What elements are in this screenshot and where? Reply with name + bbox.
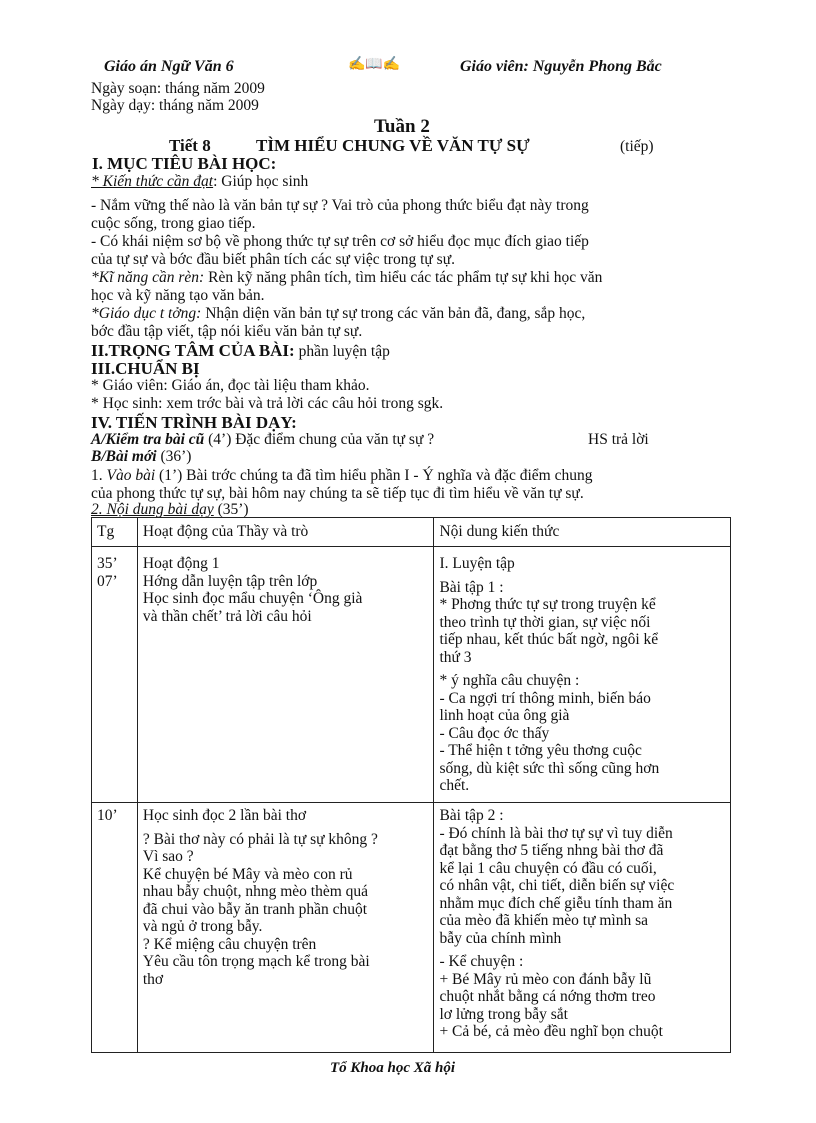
activity-line: ? Bài thơ này có phải là tự sự không ?: [142, 830, 378, 848]
ornament-icon: ✍📖✍: [348, 57, 401, 72]
content-line: thứ 3: [439, 648, 472, 666]
content-line: I. Luyện tập: [439, 555, 515, 572]
s1-line4: của tự sự và bớc đầu biết phân tích các sự việc trong tự sự.: [91, 251, 455, 268]
content-line: theo trình tự thời gian, sự việc nối: [439, 613, 651, 631]
kiem-tra-line: A/Kiểm tra bài cũ (4’) Đặc điểm chung của văn tự sự ?: [91, 431, 435, 448]
content-line: lơ lửng trong bẫy sắt: [439, 1005, 568, 1023]
content-line: - Thể hiện t tởng yêu thơng cuộc: [439, 742, 642, 759]
s3-line1: * Giáo viên: Giáo án, đọc tài liệu tham khảo.: [91, 377, 370, 394]
activity-line: Vì sao ?: [142, 848, 194, 865]
noi-dung-line: 2. Nội dung bài dạy (35’): [91, 501, 249, 518]
week-title: Tuần 2: [374, 116, 430, 137]
content-line: chết.: [439, 777, 470, 794]
content-line: * ý nghĩa câu chuyện :: [439, 672, 580, 689]
content-line: - Ca ngợi trí thông minh, biến báo: [439, 689, 651, 707]
kt-line: * Kiến thức cần đạt: Giúp học sinh: [91, 173, 309, 190]
table-header-row: [92, 518, 731, 547]
activity-line: thơ: [142, 970, 164, 988]
date-soan: Ngày soạn: tháng năm 2009: [91, 80, 265, 97]
content-line: đạt bằng thơ 5 tiếng nhng bài thơ đã: [439, 842, 664, 859]
kiem-tra-answer: HS trả lời: [588, 431, 649, 448]
content-line: sống, dù kiệt sức thì sống cũng hơn: [439, 759, 660, 777]
content-line: - Đó chính là bài thơ tự sự vì tuy diễn: [439, 824, 673, 842]
activity-line: Học sinh đọc mẩu chuyện ‘Ông già: [142, 590, 363, 607]
content-line: Bài tập 1 :: [439, 578, 504, 596]
time-value: 07’: [97, 572, 118, 590]
time-value: 10’: [97, 807, 118, 824]
activity-line: Học sinh đọc 2 lần bài thơ: [142, 807, 307, 824]
content-line: + Bé Mây rủ mèo con đánh bẫy lũ: [439, 970, 652, 988]
content-line: chuột nhắt bằng cá nớng thơm treo: [439, 988, 656, 1005]
lesson-table: [91, 517, 731, 1053]
section-4-heading: IV. TIẾN TRÌNH BÀI DẠY:: [91, 413, 297, 432]
content-line: * Phơng thức tự sự trong truyện kể: [439, 596, 656, 613]
header-noi-dung: Nội dung kiến thức: [434, 518, 731, 547]
s3-line2: * Học sinh: xem trớc bài và trả lời các câu hỏi trong sgk.: [91, 395, 444, 412]
lesson-title: TÌM HIỂU CHUNG VỀ VĂN TỰ SỰ: [256, 136, 530, 155]
activity-line: Hớng dẫn luyện tập trên lớp: [142, 572, 318, 590]
gd-line: *Giáo dục t tởng: Nhận diện văn bản tự sự trong các văn bản đã, đang, sắp học,: [91, 305, 586, 322]
s1-line3: - Có khái niệm sơ bộ về phong thức tự sự trên cơ sở hiểu đọc mục đích giao tiếp: [91, 233, 589, 250]
activity-line: và ngủ ở trong bẫy.: [142, 918, 263, 935]
section-1-heading: I. MỤC TIÊU BÀI HỌC:: [92, 154, 277, 173]
s1-line2: cuộc sống, trong giao tiếp.: [91, 215, 256, 232]
header-hoat-dong: Hoạt động của Thầy và trò: [137, 518, 434, 547]
s1-line1: - Nắm vững thế nào là văn bản tự sự ? Vai trò của phong thức biểu đạt này trong: [91, 197, 589, 214]
activity-line: và thần chết’ trả lời câu hỏi: [142, 607, 312, 625]
bai-moi-line: B/Bài mới (36’): [91, 448, 192, 465]
table-row: [92, 547, 731, 803]
time-value: 35’: [97, 555, 118, 572]
lesson-continued: (tiếp): [620, 138, 654, 155]
activity-line: Kể chuyện bé Mây và mèo con rủ: [142, 865, 353, 883]
section-3-heading: III.CHUẨN BỊ: [91, 359, 200, 378]
header-tg: Tg: [92, 518, 138, 547]
content-line: linh hoạt của ông già: [439, 707, 570, 724]
table-row: [92, 803, 731, 1053]
footer-text: Tổ Khoa học Xã hội: [330, 1060, 456, 1076]
activity-line: Yêu cầu tôn trọng mạch kể trong bài: [142, 953, 370, 970]
content-line: của mèo đã khiến mèo tự mình sa: [439, 912, 648, 929]
s1-line6: học và kỹ năng tạo văn bản.: [91, 287, 265, 304]
content-line: Bài tập 2 :: [439, 807, 504, 824]
activity-line: nhau bẫy chuột, nhng mèo thèm quá: [142, 883, 369, 900]
vao-bai-line: 1. Vào bài (1’) Bài trớc chúng ta đã tìm hiểu phần I - Ý nghĩa và đặc điểm chung: [91, 467, 593, 484]
content-line: - Câu đọc ớc thấy: [439, 724, 550, 742]
s1-line8: bớc đầu tập viết, tập nói kiểu văn bản tự sự.: [91, 323, 363, 340]
content-line: có nhân vật, chi tiết, diễn biến sự việc: [439, 877, 675, 894]
content-line: nhằm mục đích chế giễu tính tham ăn: [439, 894, 673, 912]
content-line: + Cả bé, cả mèo đều nghĩ bọn chuột: [439, 1023, 663, 1040]
content-line: bẫy của chính mình: [439, 929, 562, 947]
vao-bai-line2: của phong thức tự sự, bài hôm nay chúng ta sẽ tiếp tục đi tìm hiểu về văn tự sự.: [91, 485, 584, 502]
header-left: Giáo án Ngữ Văn 6: [104, 58, 234, 75]
lesson-number: Tiết 8: [169, 136, 211, 155]
activity-line: Hoạt động 1: [142, 555, 220, 572]
content-line: - Kể chuyện :: [439, 953, 524, 970]
activity-line: đã chui vào bẫy ăn tranh phần chuột: [142, 900, 368, 918]
content-line: kể lại 1 câu chuyện có đầu có cuối,: [439, 859, 657, 877]
activity-line: ? Kể miệng câu chuyện trên: [142, 935, 317, 953]
header-right: Giáo viên: Nguyễn Phong Bắc: [460, 58, 662, 75]
section-2: II.TRỌNG TÂM CỦA BÀI: phần luyện tập: [91, 341, 390, 360]
kn-line: *Kĩ năng cần rèn: Rèn kỹ năng phân tích, tìm hiểu các tác phẩm tự sự khi học văn: [91, 269, 603, 286]
date-day: Ngày dạy: tháng năm 2009: [91, 97, 259, 114]
content-line: tiếp nhau, kết thúc bất ngờ, ngôi kể: [439, 631, 659, 648]
